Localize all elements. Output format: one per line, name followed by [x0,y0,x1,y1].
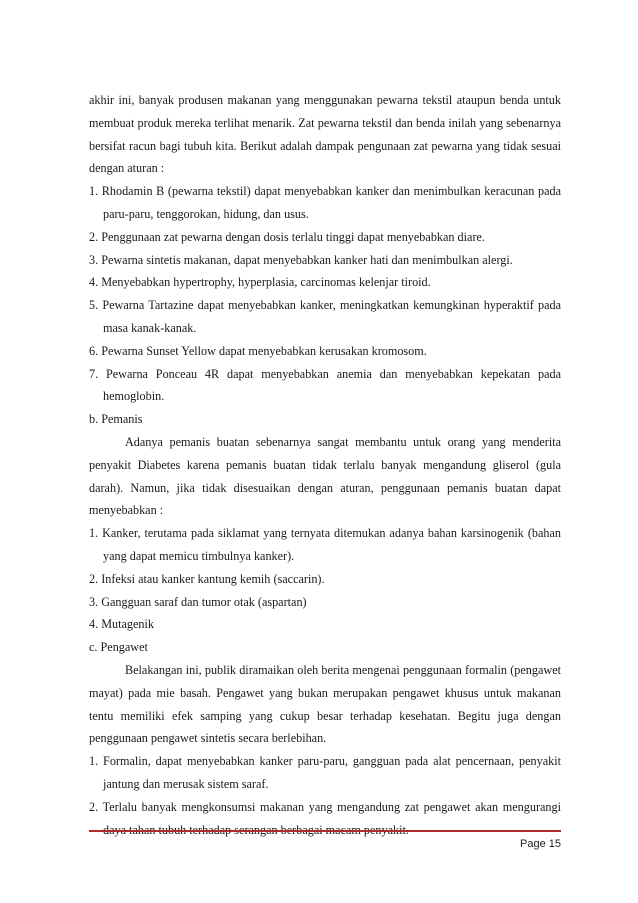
list-item: 4. Menyebabkan hypertrophy, hyperplasia, carcinomas kelenjar tiroid. [89,275,431,290]
pemanis-paragraph: Adanya pemanis buatan sebenarnya sangat membantu untuk orang yang menderita penyakit Diabetes karena pemanis buatan tidak terlalu banyak mengandung gliserol (gula darah). Namun, jika tidak disesuaikan dengan aturan, penggunaan pemanis buatan dapat menyebabkan : [89,434,561,518]
list-item: 1. Rhodamin B (pewarna tekstil) dapat menyebabkan kanker dan menimbulkan keracunan pada paru-paru, tenggorokan, hidung, dan usus. [89,184,561,221]
list-item: 1. Formalin, dapat menyebabkan kanker paru-paru, gangguan pada alat pencernaan, penyakit jantung dan merusak sistem saraf. [89,754,561,791]
pengawet-paragraph: Belakangan ini, publik diramaikan oleh berita mengenai penggunaan formalin (pengawet mayat) pada mie basah. Pengawet yang bukan merupakan pengawet khusus untuk makanan tentu memiliki efek samping yang cukup besar terhadap kesehatan. Begitu juga dengan penggunaan pengawet sintetis secara berlebihan. [89,662,561,746]
list-item: 7. Pewarna Ponceau 4R dapat menyebabkan anemia dan menyebabkan kepekatan pada hemoglobin. [89,366,561,404]
list-item: 1. Kanker, terutama pada siklamat yang ternyata ditemukan adanya bahan karsinogenik (bahan yang dapat memicu timbulnya kanker). [89,526,561,563]
list-item: 3. Pewarna sintetis makanan, dapat menyebabkan kanker hati dan menimbulkan alergi. [89,252,513,267]
footer-rule [89,830,561,832]
pengawet-list [89,750,561,841]
list-item: 2. Terlalu banyak mengkonsumsi makanan yang mengandung zat pengawet akan mengurangi [89,799,561,814]
list-item: 3. Gangguan saraf dan tumor otak (aspartan) [89,594,307,609]
intro-paragraph: akhir ini, banyak produsen makanan yang menggunakan pewarna tekstil ataupun benda untuk membuat produk mereka terlihat menarik. Zat pewarna tekstil dan benda inilah yang sebenarnya bersifat racun bagi tubuh kita. Berikut adalah dampak pengunaan zat pewarna yang tidak sesuai dengan aturan : [89,93,561,176]
section-heading-pengawet: c. Pengawet [89,640,148,655]
list-item: 2. Infeksi atau kanker kantung kemih (saccarin). [89,571,325,586]
page-body [89,89,561,841]
section-heading-pemanis: b. Pemanis [89,412,143,427]
list-item: 2. Penggunaan zat pewarna dengan dosis terlalu tinggi dapat menyebabkan diare. [89,229,485,244]
list-item: 6. Pewarna Sunset Yellow dapat menyebabkan kerusakan kromosom. [89,343,427,358]
pewarna-list [89,180,561,408]
page-number: Page 15 [520,838,561,850]
list-item: 4. Mutagenik [89,617,154,632]
list-item: 5. Pewarna Tartazine dapat menyebabkan kanker, meningkatkan kemungkinan hyperaktif pada masa kanak-kanak. [89,298,561,335]
pemanis-list [89,522,561,636]
